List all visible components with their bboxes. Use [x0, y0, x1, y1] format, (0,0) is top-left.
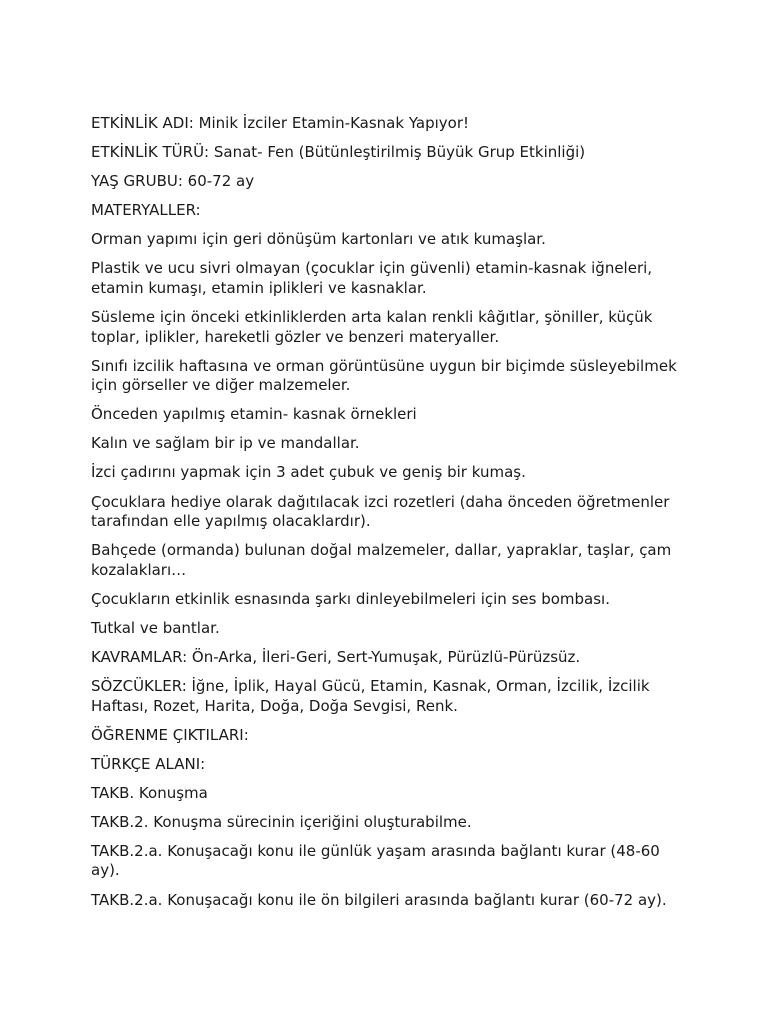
concepts-line: KAVRAMLAR: Ön-Arka, İleri-Geri, Sert-Yumuşak, Pürüzlü-Pürüzsüz. [91, 647, 581, 666]
material-item: Plastik ve ucu sivri olmayan (çocuklar için güvenli) etamin-kasnak iğneleri, etamin kumaşı, etamin iplikleri ve kasnaklar. [91, 259, 653, 297]
materials-heading: MATERYALLER: [91, 201, 201, 220]
words-line: SÖZCÜKLER: İğne, İplik, Hayal Gücü, Etamin, Kasnak, Orman, İzcilik, İzcilik Haftası, Rozet, Harita, Doğa, Doğa Sevgisi, Renk. [91, 677, 650, 715]
document-body [91, 114, 681, 920]
activity-type-line: ETKİNLİK TÜRÜ: Sanat- Fen (Bütünleştirilmiş Büyük Grup Etkinliği) [91, 143, 586, 162]
material-item: Tutkal ve bantlar. [91, 618, 220, 637]
material-item: Çocuklara hediye olarak dağıtılacak izci rozetleri (daha önceden öğretmenler tarafından elle yapılmış olacaklardır). [91, 492, 670, 531]
material-item: Çocukların etkinlik esnasında şarkı dinleyebilmeleri için ses bombası. [91, 589, 610, 608]
material-item: İzci çadırını yapmak için 3 adet çubuk ve geniş bir kumaş. [91, 463, 526, 482]
material-item: Önceden yapılmış etamin- kasnak örnekleri [91, 405, 417, 424]
age-group-line: YAŞ GRUBU: 60-72 ay [91, 172, 255, 191]
activity-name-line: ETKİNLİK ADI: Minik İzciler Etamin-Kasnak Yapıyor! [91, 114, 470, 132]
outcome-item: TAKB. Konuşma [91, 783, 208, 802]
material-item: Kalın ve sağlam bir ip ve mandallar. [91, 434, 360, 453]
material-item: Bahçede (ormanda) bulunan doğal malzemeler, dallar, yapraklar, taşlar, çam kozalakları… [91, 541, 672, 579]
outcome-item: TAKB.2. Konuşma sürecinin içeriğini oluşturabilme. [91, 812, 472, 831]
learning-outcomes-heading: ÖĞRENME ÇIKTILARI: [91, 725, 249, 744]
outcome-item: TAKB.2.a. Konuşacağı konu ile günlük yaşam arasında bağlantı kurar (48-60 ay). [91, 841, 660, 880]
turkish-area-heading: TÜRKÇE ALANI: [91, 754, 206, 773]
outcome-item: TAKB.2.a. Konuşacağı konu ile ön bilgileri arasında bağlantı kurar (60-72 ay). [91, 890, 667, 909]
material-item: Orman yapımı için geri dönüşüm kartonları ve atık kumaşlar. [91, 230, 546, 249]
material-item: Süsleme için önceki etkinliklerden arta kalan renkli kâğıtlar, şöniller, küçük toplar, iplikler, hareketli gözler ve benzeri materyaller. [91, 308, 653, 346]
material-item: Sınıfı izcilik haftasına ve orman görüntüsüne uygun bir biçimde süsleyebilmek için görseller ve diğer malzemeler. [91, 356, 677, 395]
